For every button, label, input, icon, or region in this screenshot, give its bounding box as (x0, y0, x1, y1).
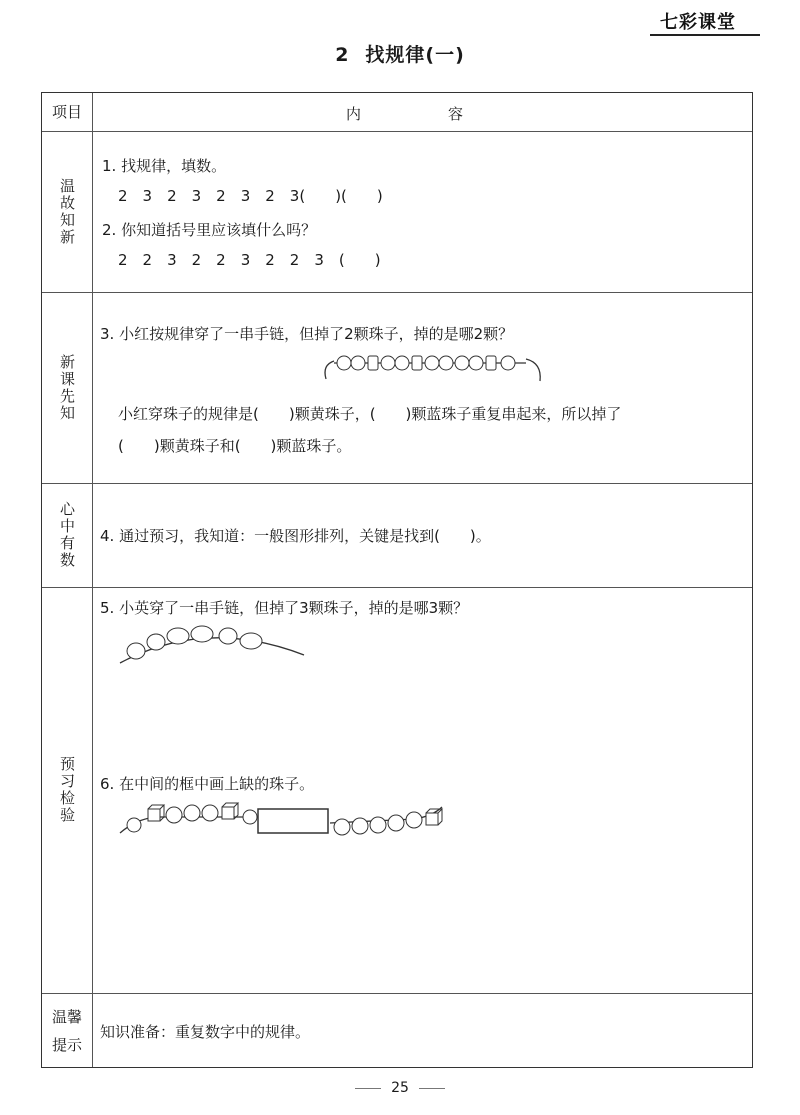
brand-logo: 七彩课堂 (660, 12, 736, 33)
row-divider (42, 587, 752, 588)
section-label-check: 预习检验 (58, 756, 76, 824)
section-label-summary: 心中有数 (58, 501, 76, 569)
page-title (0, 40, 800, 67)
question-2-sequence: 2 2 3 2 2 3 2 2 3 ( ) (118, 251, 381, 269)
header-item-label: 项目 (51, 103, 82, 121)
header-content-label: 内 容 (345, 104, 499, 123)
footer-dash (355, 1088, 381, 1089)
worksheet-table (41, 92, 753, 1068)
lesson-number: 2 (335, 44, 350, 66)
row-divider (42, 292, 752, 293)
row-divider (42, 483, 752, 484)
tip-text: 知识准备：重复数字中的规律。 (100, 1023, 311, 1041)
section-label-review: 温故知新 (58, 177, 76, 246)
column-divider (92, 93, 93, 1067)
lesson-title: 找规律(一) (365, 44, 465, 66)
question-5: 5. 小英穿了一串手链，但掉了3颗珠子，掉的是哪3颗？ (100, 599, 469, 617)
bracelet-6-figure (116, 793, 456, 853)
question-1-sequence: 2 3 2 3 2 3 2 3( )( ) (118, 187, 383, 205)
section-label-tip: 温馨 提示 (51, 1008, 82, 1054)
question-3-line-2: ( )颗黄珠子和( )颗蓝珠子。 (118, 437, 352, 455)
blank-frame[interactable] (258, 809, 328, 833)
section-label-preview: 新课先知 (58, 353, 76, 422)
row-divider (42, 993, 752, 994)
question-2: 2. 你知道括号里应该填什么吗？ (102, 221, 317, 239)
question-4: 4. 通过预习，我知道：一般图形排列，关键是找到( )。 (100, 527, 491, 545)
question-3-line-1: 小红穿珠子的规律是( )颗黄珠子，( )颗蓝珠子重复串起来，所以掉了 (118, 405, 622, 423)
page-footer (0, 1080, 800, 1096)
bracelet-3-figure (320, 349, 550, 389)
bracelet-5-figure (116, 623, 306, 673)
question-6: 6. 在中间的框中画上缺的珠子。 (100, 775, 315, 793)
brand-underline (650, 34, 760, 36)
question-1: 1. 找规律，填数。 (102, 157, 227, 175)
page-number: 25 (391, 1080, 409, 1096)
question-3: 3. 小红按规律穿了一串手链，但掉了2颗珠子，掉的是哪2颗？ (100, 325, 514, 343)
footer-dash (419, 1088, 445, 1089)
